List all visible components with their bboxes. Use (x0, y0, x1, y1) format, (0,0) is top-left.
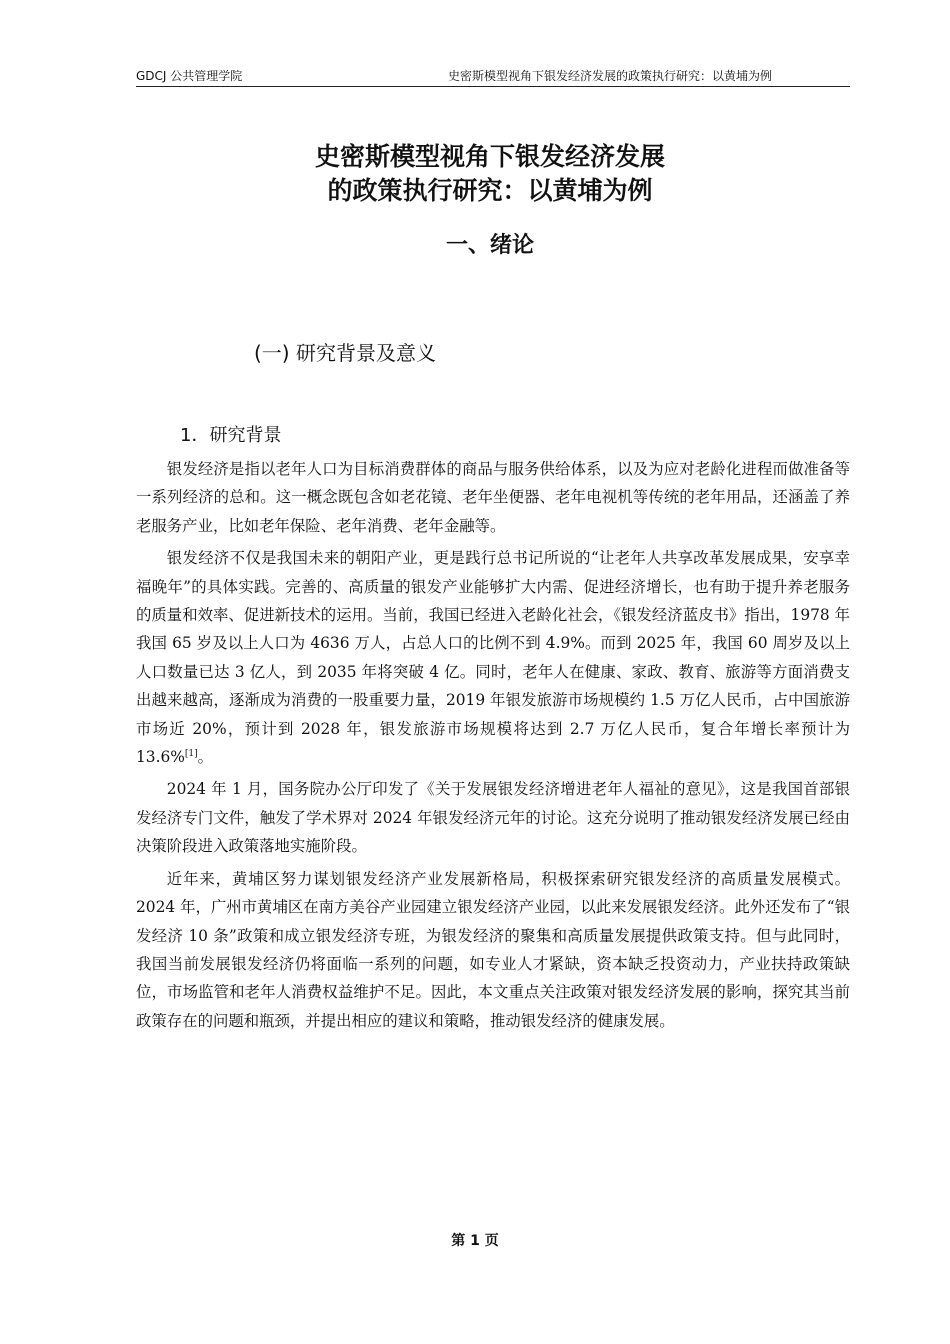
paragraph-3: 2024 年 1 月，国务院办公厅印发了《关于发展银发经济增进老年人福祉的意见》，这是我国首部银发经济专门文件，触发了学术界对 2024 年银发经济元年的讨论。这充分说明了推动银发经济发展已经由决策阶段进入政策落地实施阶段。 (136, 780, 850, 856)
section-heading: (一) 研究背景及意义 (254, 341, 436, 365)
paragraph-2-end: 。 (197, 748, 214, 767)
paragraph-1: 银发经济是指以老年人口为目标消费群体的商品与服务供给体系，以及为应对老龄化进程而做准备等一系列经济的总和。这一概念既包含如老花镜、老年坐便器、老年电视机等传统的老年用品，还涵盖了养老服务产业，比如老年保险、老年消费、老年金融等。 (136, 460, 850, 535)
document-title-line-2: 的政策执行研究：以黄埔为例 (327, 176, 653, 205)
header-running-title: 史密斯模型视角下银发经济发展的政策执行研究：以黄埔为例 (447, 69, 772, 83)
body-text (136, 455, 850, 1039)
paragraph-2-text: 银发经济不仅是我国未来的朝阳产业，更是践行总书记所说的“让老年人共享改革发展成果，安享幸福晚年”的具体实践。完善的、高质量的银发产业能够扩大内需、促进经济增长，也有助于提升养老服务的质量和效率、促进新技术的运用。当前，我国已经进入老龄化社会，《银发经济蓝皮书》指出，1978 年我国 65 岁及以上人口为 4636 万人，占总人口的比例不到 4.9%。而到 2025 年，我国 60 周岁及以上人口数量已达 3 亿人，到 2035 年将突破 4 亿。同时，老年人在健康、家政、教育、旅游等方面消费支出越来越高，逐渐成为消费的一股重要力量，2019 年银发旅游市场规模约 1.5 万亿人民币，占中国旅游市场近 20%，预计到 2028 年，银发旅游市场规模将达到 2.7 万亿人民币，复合年增长率预计为 13.6% (136, 549, 850, 767)
chapter-heading: 一、绪论 (445, 233, 534, 258)
header-institution: GDCJ 公共管理学院 (136, 69, 243, 83)
document-title (140, 140, 840, 208)
page-number: 第 1 页 (451, 1233, 499, 1249)
citation-1[interactable]: [1] (184, 748, 198, 759)
paragraph-4: 近年来，黄埔区努力谋划银发经济产业发展新格局，积极探索研究银发经济的高质量发展模式。2024 年，广州市黄埔区在南方美谷产业园建立银发经济产业园，以此来发展银发经济。此外还发布了“银发经济 10 条”政策和成立银发经济专班，为银发经济的聚集和高质量发展提供政策支持。但与此同时，我国当前发展银发经济仍将面临一系列的问题，如专业人才紧缺，资本缺乏投资动力，产业扶持政策缺位，市场监管和老年人消费权益维护不足。因此，本文重点关注政策对银发经济发展的影响，探究其当前政策存在的问题和瓶颈，并提出相应的建议和策略，推动银发经济的健康发展。 (136, 869, 850, 1030)
paragraph-2 (136, 544, 850, 771)
page-header (136, 66, 850, 87)
subsection-heading: 1．研究背景 (180, 425, 282, 446)
document-title-line-1: 史密斯模型视角下银发经济发展 (314, 142, 665, 171)
